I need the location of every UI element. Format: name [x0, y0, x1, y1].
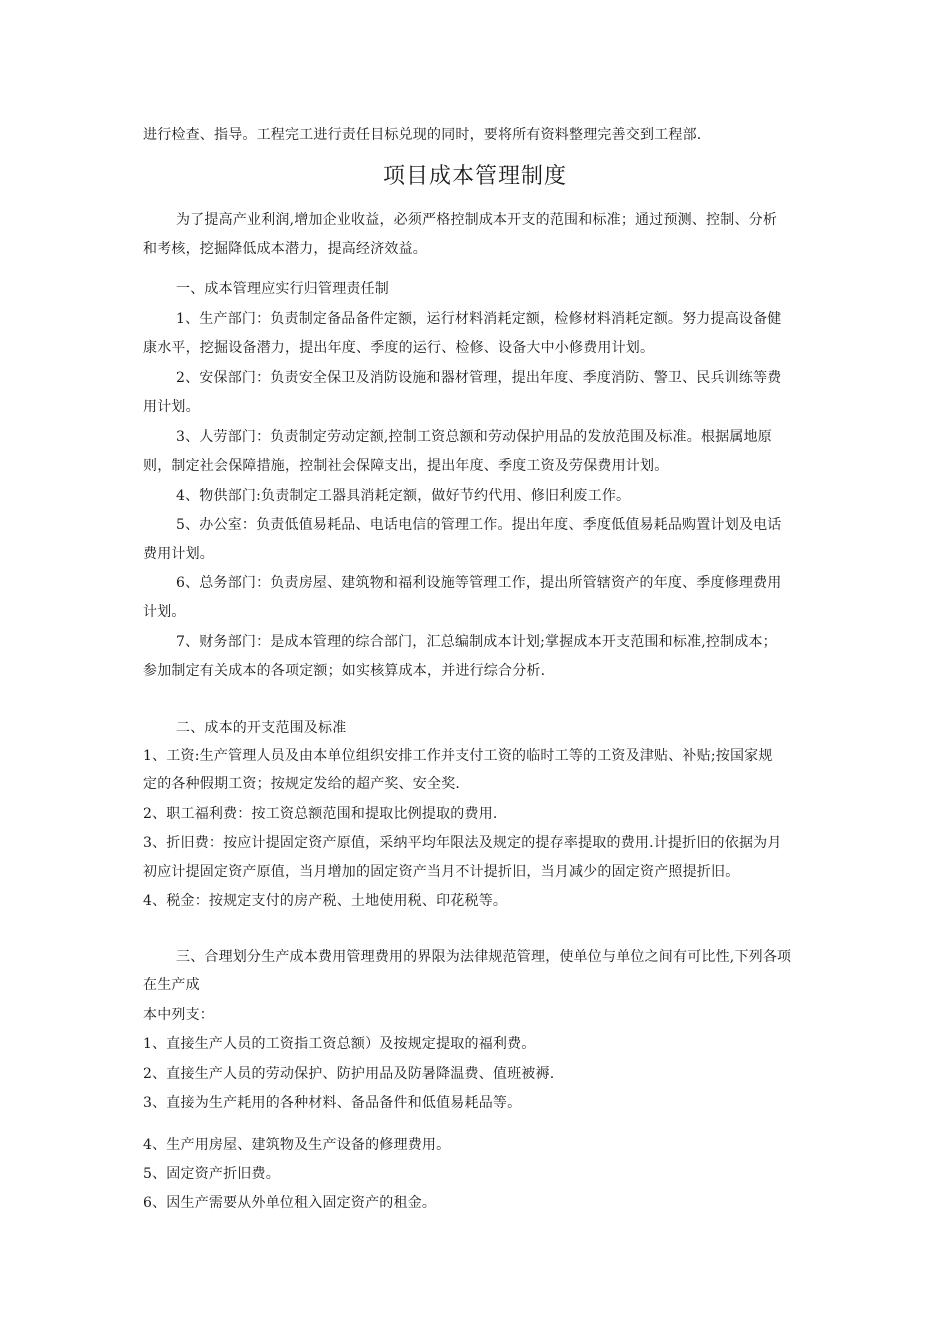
preamble-line-1: 为了提高产业利润,增加企业收益，必须严格控制成本开支的范围和标准；通过预测、控制、分析 — [176, 212, 778, 228]
section3-heading-line-3: 本中列支： — [143, 1007, 214, 1023]
section3-item-5: 5、固定资产折旧费。 — [143, 1166, 280, 1182]
preamble-line-2: 和考核，挖掘降低成本潜力，提高经济效益。 — [143, 241, 427, 257]
section3-heading-line-2: 在生产成 — [143, 977, 200, 993]
section1-item-1-line-1: 1、生产部门：负责制定备品备件定额，运行材料消耗定额，检修材料消耗定额。努力提高设备健 — [176, 311, 782, 327]
section2-item-1-line-2: 定的各种假期工资；按规定发给的超产奖、安全奖. — [143, 776, 461, 792]
section1-item-6-line-1: 6、总务部门：负责房屋、建筑物和福利设施等管理工作，提出所管辖资产的年度、季度修理费用 — [176, 575, 782, 591]
section1-item-6-line-2: 计划。 — [143, 604, 186, 620]
section3-item-1: 1、直接生产人员的工资指工资总额）及按规定提取的福利费。 — [143, 1036, 536, 1052]
section1-item-1-line-2: 康水平，挖掘设备潜力，提出年度、季度的运行、检修、设备大中小修费用计划。 — [143, 340, 655, 356]
section1-item-2-line-1: 2、安保部门：负责安全保卫及消防设施和器材管理，提出年度、季度消防、警卫、民兵训练等费 — [176, 370, 782, 386]
section2-item-3-line-1: 3、折旧费：按应计提固定资产原值，采纳平均年限法及规定的提存率提取的费用.计提折旧的依据为月 — [143, 835, 782, 851]
section2-item-3-line-2: 初应计提固定资产原值，当月增加的固定资产当月不计提折旧，当月减少的固定资产照提折旧。 — [143, 864, 740, 880]
section1-item-5-line-2: 费用计划。 — [143, 546, 214, 562]
section1-item-2-line-2: 用计划。 — [143, 399, 200, 415]
section3-item-4: 4、生产用房屋、建筑物及生产设备的修理费用。 — [143, 1137, 451, 1153]
section1-item-4-line-1: 4、物供部门:负责制定工器具消耗定额，做好节约代用、修旧利废工作。 — [176, 488, 631, 504]
section2-item-2-line-1: 2、职工福利费：按工资总额范围和提取比例提取的费用. — [143, 806, 498, 822]
section2-item-1-line-1: 1、工资:生产管理人员及由本单位组织安排工作并支付工资的临时工等的工资及津贴、补贴;按国家规 — [143, 748, 773, 764]
section1-item-3-line-2: 则，制定社会保障措施，控制社会保障支出，提出年度、季度工资及劳保费用计划。 — [143, 458, 669, 474]
section2-heading: 二、成本的开支范围及标准 — [176, 720, 347, 736]
section3-item-2: 2、直接生产人员的劳动保护、防护用品及防暑降温费、值班被褥. — [143, 1066, 555, 1082]
section3-item-3: 3、直接为生产耗用的各种材料、备品备件和低值易耗品等。 — [143, 1095, 522, 1111]
section3-heading-line-1: 三、合理划分生产成本费用管理费用的界限为法律规范管理，使单位与单位之间有可比性,下列各项 — [176, 949, 792, 965]
document-title: 项目成本管理制度 — [382, 164, 567, 189]
intro-line: 进行检查、指导。工程完工进行责任目标兑现的同时，要将所有资料整理完善交到工程部. — [143, 127, 702, 143]
section1-item-7-line-1: 7、财务部门：是成本管理的综合部门，汇总编制成本计划;掌握成本开支范围和标准,控制成本； — [176, 634, 777, 650]
section1-item-5-line-1: 5、办公室：负责低值易耗品、电话电信的管理工作。提出年度、季度低值易耗品购置计划及电话 — [176, 517, 782, 533]
section2-item-4-line-1: 4、税金：按规定支付的房产税、土地使用税、印花税等。 — [143, 893, 508, 909]
section1-item-3-line-1: 3、人劳部门：负责制定劳动定额,控制工资总额和劳动保护用品的发放范围及标准。根据属地原 — [176, 429, 772, 445]
section3-item-6: 6、因生产需要从外单位租入固定资产的租金。 — [143, 1195, 437, 1211]
section1-item-7-line-2: 参加制定有关成本的各项定额；如实核算成本，并进行综合分析. — [143, 663, 546, 679]
section1-heading: 一、成本管理应实行归管理责任制 — [176, 281, 389, 297]
